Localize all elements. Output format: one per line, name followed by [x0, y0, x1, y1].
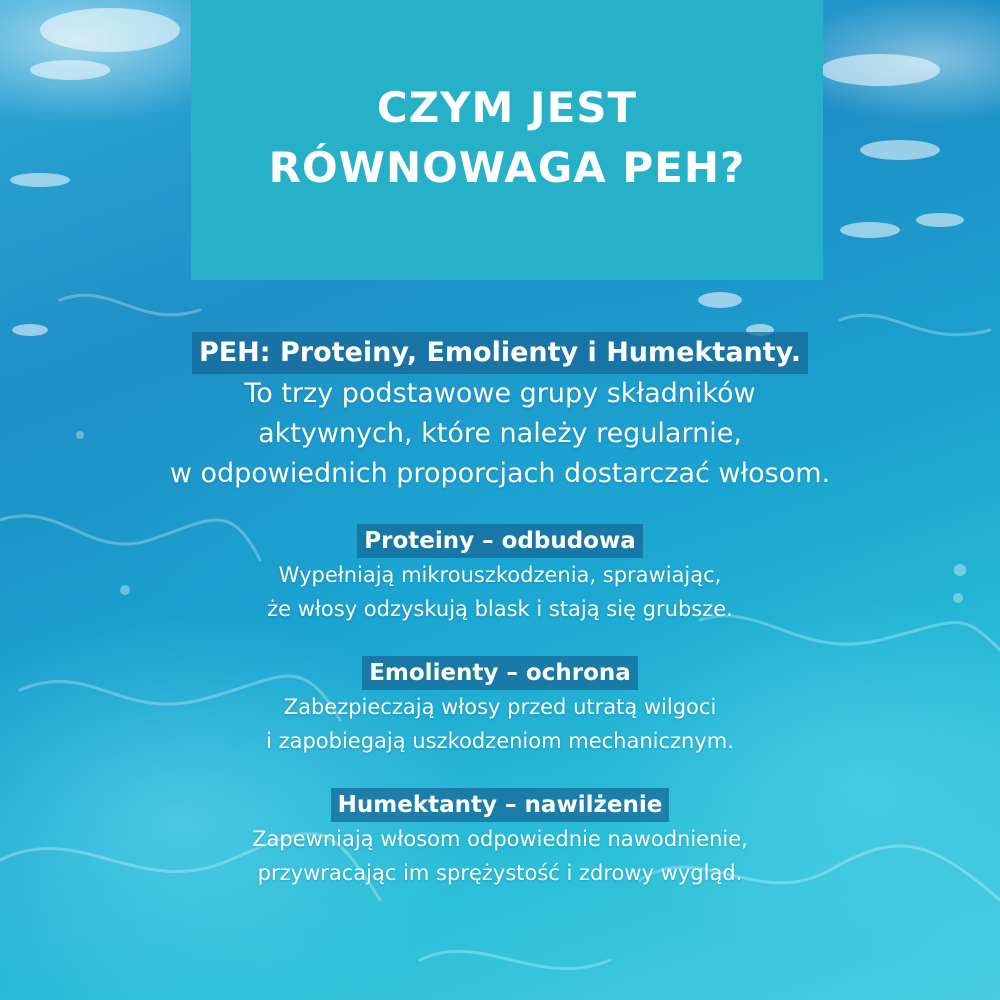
section-line: Wypełniają mikrouszkodzenia, sprawiając, [278, 563, 722, 587]
page-title [191, 78, 823, 198]
content-block [20, 332, 980, 890]
intro-text [20, 374, 980, 494]
section-label-proteiny: Proteiny – odbudowa [357, 524, 643, 558]
section-text-emolienty [20, 690, 980, 758]
intro-label: PEH: Proteiny, Emolienty i Humektanty. [192, 332, 808, 374]
intro-line: To trzy podstawowe grupy składników [244, 378, 756, 409]
section-text-humektanty [20, 822, 980, 890]
section-emolienty [20, 656, 980, 758]
intro-line: aktywnych, które należy regularnie, [258, 418, 742, 449]
section-text-proteiny [20, 558, 980, 626]
section-line: Zapewniają włosom odpowiednie nawodnienie, [252, 827, 748, 851]
section-line: i zapobiegają uszkodzeniom mechanicznym. [266, 729, 734, 753]
title-line-1: CZYM JEST [376, 83, 638, 132]
section-label-emolienty: Emolienty – ochrona [362, 656, 638, 690]
section-line: że włosy odzyskują blask i stają się grubsze. [267, 597, 733, 621]
intro-line: w odpowiednich proporcjach dostarczać włosom. [169, 458, 831, 489]
section-proteiny [20, 524, 980, 626]
section-label-humektanty: Humektanty – nawilżenie [331, 788, 670, 822]
header-box [191, 0, 823, 280]
title-line-2: RÓWNOWAGA PEH? [268, 143, 746, 192]
intro-section [20, 332, 980, 494]
section-line: Zabezpieczają włosy przed utratą wilgoci [283, 695, 717, 719]
section-humektanty [20, 788, 980, 890]
section-line: przywracając im sprężystość i zdrowy wygląd. [257, 861, 743, 885]
